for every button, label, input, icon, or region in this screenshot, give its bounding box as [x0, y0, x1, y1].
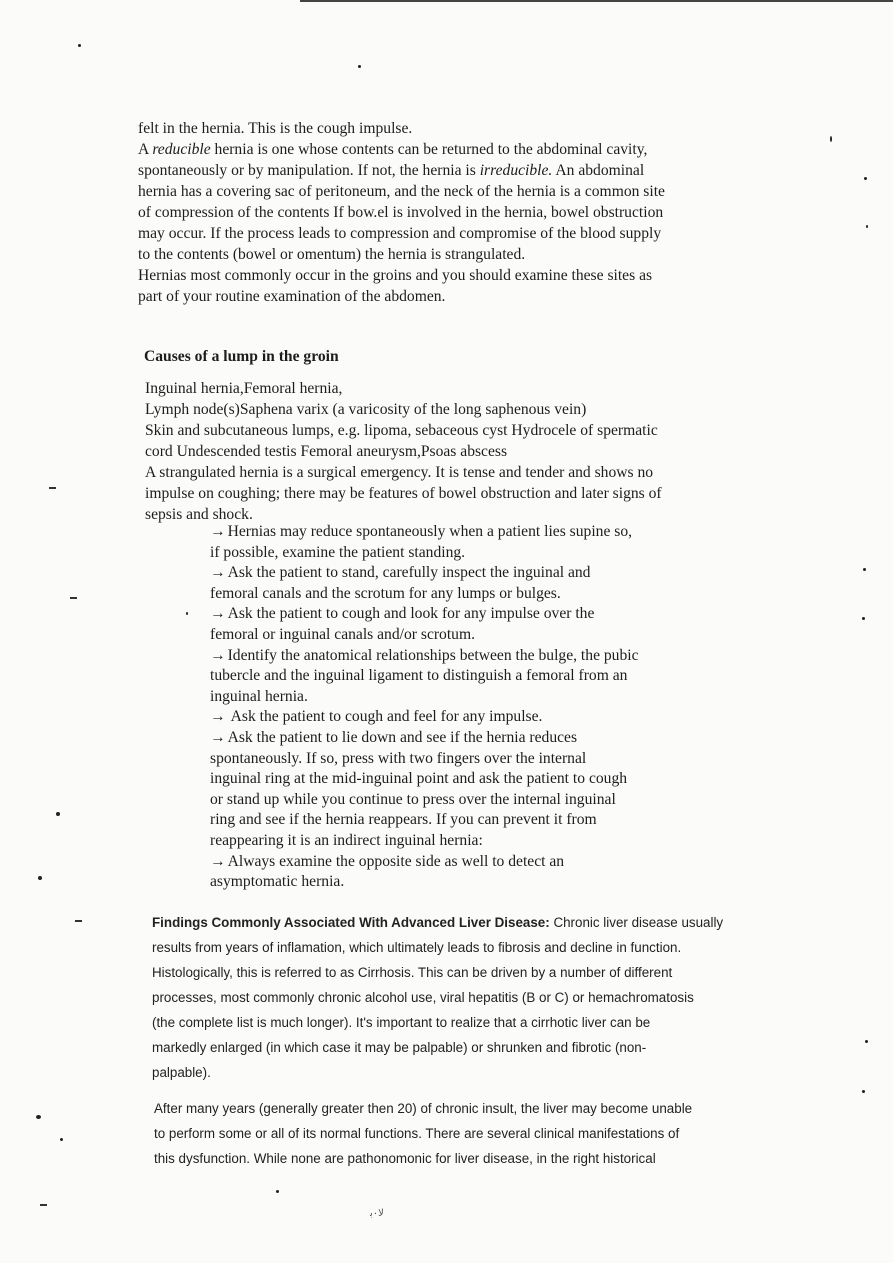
arrow-icon: →: [210, 523, 226, 540]
liver-line-1: Findings Commonly Associated With Advanced Liver Disease: Chronic liver disease usually: [152, 915, 724, 930]
intro-line-4: hernia has a covering sac of peritoneum, and the neck of the hernia is a common site: [138, 183, 665, 200]
intro-line-3: spontaneously or by manipulation. If not, the hernia is irreducible. An abdominal: [138, 162, 645, 179]
scan-speck: [863, 568, 866, 571]
causes-line-3: Skin and subcutaneous lumps, e.g. lipoma, sebaceous cyst Hydrocele of spermatic: [145, 422, 658, 439]
liver-line-5: (the complete list is much longer). It's important to realize that a cirrhotic liver can be: [152, 1015, 651, 1030]
step-3-line-2: femoral or inguinal canals and/or scrotum.: [210, 625, 476, 643]
term-reducible: reducible: [152, 141, 211, 158]
scan-speck: [186, 612, 188, 615]
footer-mark: ﻻ٠ﺑ: [370, 1208, 384, 1219]
intro-line-6: may occur. If the process leads to compression and compromise of the blood supply: [138, 225, 662, 242]
scan-speck: [865, 1040, 868, 1043]
step-2-line-2: femoral canals and the scrotum for any lumps or bulges.: [210, 584, 561, 602]
intro-line-9: part of your routine examination of the abdomen.: [138, 288, 446, 305]
scan-speck: [862, 617, 865, 620]
liver-p2-line-2: to perform some or all of its normal functions. There are several clinical manifestations of: [154, 1126, 680, 1141]
liver-paragraph-2: [154, 1096, 874, 1171]
scan-speck: [56, 812, 60, 816]
scan-speck: [49, 487, 56, 489]
intro-line-1: felt in the hernia. This is the cough impulse.: [138, 120, 413, 137]
scan-speck: [75, 920, 82, 922]
step-1-line-1: → Hernias may reduce spontaneously when a patient lies supine so,: [210, 523, 633, 540]
causes-line-1: Inguinal hernia,Femoral hernia,: [145, 380, 343, 397]
step-4-line-2: tubercle and the inguinal ligament to distinguish a femoral from an: [210, 667, 628, 685]
scan-speck: [276, 1190, 279, 1193]
scan-speck: [38, 876, 42, 880]
intro-line-2: A reducible hernia is one whose contents can be returned to the abdominal cavity,: [138, 141, 648, 158]
causes-paragraph: [145, 378, 865, 525]
scan-speck: [862, 1090, 865, 1093]
liver-line-3: Histologically, this is referred to as Cirrhosis. This can be driven by a number of different: [152, 965, 673, 980]
scan-speck: [70, 597, 77, 599]
causes-line-2: Lymph node(s)Saphena varix (a varicosity of the long saphenous vein): [145, 401, 587, 418]
exam-steps: [210, 522, 770, 893]
step-7-line-2: asymptomatic hernia.: [210, 873, 345, 891]
step-6-line-6: reappearing it is an indirect inguinal hernia:: [210, 831, 483, 849]
scan-speck: [358, 65, 361, 68]
step-7-line-1: → Always examine the opposite side as well to detect an: [210, 852, 565, 870]
liver-heading: Findings Commonly Associated With Advanced Liver Disease:: [152, 915, 550, 930]
causes-heading: Causes of a lump in the groin: [144, 348, 339, 365]
step-6-line-4: or stand up while you continue to press over the internal inguinal: [210, 790, 616, 808]
step-6-line-2: spontaneously. If so, press with two fingers over the internal: [210, 749, 587, 767]
intro-line-8: Hernias most commonly occur in the groins and you should examine these sites as: [138, 267, 653, 284]
step-2-line-1: → Ask the patient to stand, carefully inspect the inguinal and: [210, 564, 591, 582]
arrow-icon: →: [210, 646, 226, 664]
step-6-line-3: inguinal ring at the mid-inguinal point and ask the patient to cough: [210, 770, 628, 788]
intro-paragraph: [138, 118, 858, 307]
term-irreducible: irreducible.: [479, 162, 553, 179]
arrow-icon: →: [210, 728, 226, 746]
intro-line-5: of compression of the contents If bow.el is involved in the hernia, bowel obstruction: [138, 204, 664, 221]
step-6-line-5: ring and see if the hernia reappears. If you can prevent it from: [210, 811, 597, 829]
liver-line-4: processes, most commonly chronic alcohol use, viral hepatitis (B or C) or hemachromatosis: [152, 990, 694, 1005]
liver-line-7: palpable).: [152, 1065, 211, 1080]
causes-line-4: cord Undescended testis Femoral aneurysm,Psoas abscess: [145, 443, 508, 460]
liver-line-2: results from years of inflamation, which ultimately leads to fibrosis and decline in function.: [152, 940, 682, 955]
causes-line-5: A strangulated hernia is a surgical emergency. It is tense and tender and shows no: [145, 464, 654, 481]
scan-speck: [36, 1115, 41, 1119]
scan-speck: [40, 1204, 47, 1206]
step-5-line-1: → Ask the patient to cough and feel for any impulse.: [210, 708, 543, 726]
liver-line-6: markedly enlarged (in which case it may be palpable) or shrunken and fibrotic (non-: [152, 1040, 647, 1055]
step-1-line-2: if possible, examine the patient standing.: [210, 543, 466, 561]
step-4-line-3: inguinal hernia.: [210, 687, 308, 705]
causes-line-7: sepsis and shock.: [145, 506, 253, 523]
step-4-line-1: → Identify the anatomical relationships between the bulge, the pubic: [210, 646, 639, 664]
scan-top-edge: [300, 0, 893, 2]
scan-speck: [830, 136, 832, 142]
causes-line-6: impulse on coughing; there may be features of bowel obstruction and later signs of: [145, 485, 662, 502]
scan-speck: [866, 225, 868, 228]
step-6-line-1: → Ask the patient to lie down and see if the hernia reduces: [210, 728, 578, 746]
step-3-line-1: → Ask the patient to cough and look for any impulse over the: [210, 605, 595, 623]
arrow-icon: →: [210, 564, 226, 582]
scan-speck: [864, 177, 867, 180]
arrow-icon: →: [210, 708, 226, 726]
liver-p2-line-1: After many years (generally greater then 20) of chronic insult, the liver may become unable: [154, 1101, 693, 1116]
arrow-icon: →: [210, 605, 226, 623]
arrow-icon: →: [210, 852, 226, 870]
scan-speck: [78, 44, 81, 47]
scan-speck: [60, 1138, 63, 1141]
liver-paragraph: [152, 910, 872, 1085]
liver-p2-line-3: this dysfunction. While none are pathonomonic for liver disease, in the right historical: [154, 1151, 656, 1166]
intro-line-7: to the contents (bowel or omentum) the hernia is strangulated.: [138, 246, 526, 263]
